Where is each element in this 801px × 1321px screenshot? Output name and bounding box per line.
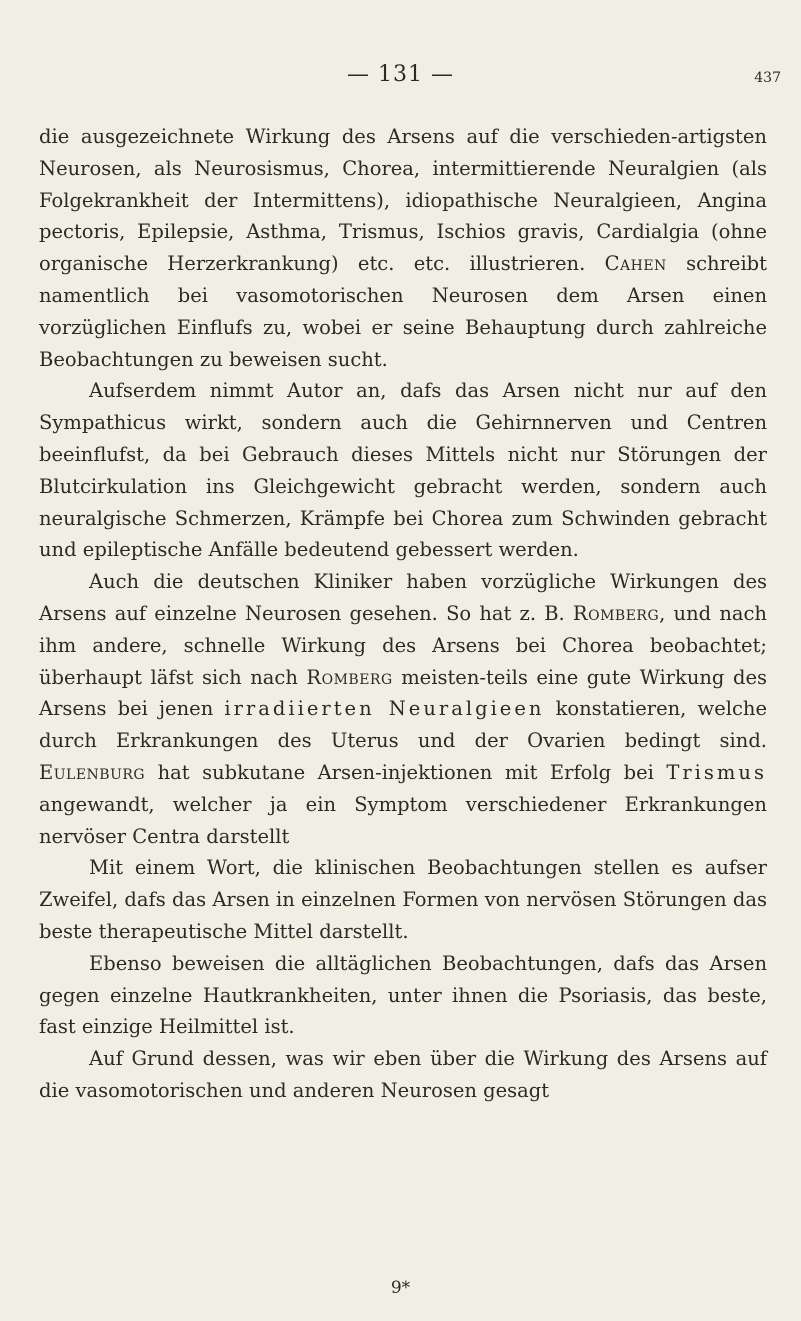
author-name: Eulenburg: [39, 760, 146, 784]
text-run: angewandt, welcher ja ein Symptom verschiedener Erkrankungen nervöser Centra darstellt: [39, 792, 767, 848]
paragraph: [39, 1043, 767, 1107]
body-text: [39, 121, 767, 1107]
text-run: Ebenso beweisen die alltäglichen Beobachtungen, dafs das Arsen gegen einzelne Hautkrankheiten, unter ihnen die Psoriasis, das beste, fast einzige Heilmittel ist.: [39, 951, 767, 1039]
paragraph: [39, 566, 767, 852]
emphasized-text: irradiierten Neuralgieen: [224, 697, 545, 721]
text-run: Auch die deutschen Kliniker haben vorzügliche Wirkungen des Arsens auf einzelne Neurosen gesehen. So hat z. B.: [39, 570, 767, 625]
text-run: Mit einem Wort, die klinischen Beobachtungen stellen es aufser Zweifel, dafs das Arsen in einzelnen Formen von nervösen Störungen das beste therapeutische Mittel darstellt.: [39, 856, 767, 943]
author-name: Cahen: [604, 252, 667, 276]
secondary-page-number: 437: [754, 70, 781, 86]
text-run: Auf Grund dessen, was wir eben über die Wirkung des Arsens auf die vasomotorischen und anderen Neurosen gesagt: [39, 1047, 767, 1102]
paragraph: [39, 852, 767, 947]
text-run: meisten-teils eine gute Wirkung des Arsens bei jenen: [39, 665, 767, 721]
author-name: Romberg: [572, 601, 660, 625]
text-run: konstatieren, welche durch Erkrankungen des Uterus und der Ovarien bedingt sind.: [39, 697, 767, 753]
emphasized-text: Trismus: [666, 760, 767, 784]
text-run: schreibt namentlich bei vasomotorischen Neurosen dem Arsen einen vorzüglichen Einflufs zu, wobei er seine Behauptung durch zahlreiche Beobachtungen zu beweisen sucht.: [39, 252, 768, 371]
text-run: die ausgezeichnete Wirkung des Arsens auf die verschieden-artigsten Neurosen, als Neurosismus, Chorea, intermittierende Neuralgien (als Folgekrankheit der Intermittens), idiopathische Neuralgieen, Angina pectoris, Epilepsie, Asthma, Trismus, Ischios gravis, Cardialgia (ohne organische Herzerkrankung) etc. etc. illustrieren.: [39, 125, 767, 276]
text-run: Aufserdem nimmt Autor an, dafs das Arsen nicht nur auf den Sympathicus wirkt, sondern auch die Gehirnnerven und Centren beeinflufst, da bei Gebrauch dieses Mittels nicht nur Störungen der Blutcirkulation ins Gleichgewicht gebracht werden, sondern auch neuralgische Schmerzen, Krämpfe bei Chorea zum Schwinden gebracht und epileptische Anfälle bedeutend gebessert werden.: [39, 379, 767, 562]
signature-mark: 9*: [390, 1278, 411, 1298]
text-run: hat subkutane Arsen-injektionen mit Erfolg bei: [145, 760, 667, 784]
paragraph: [39, 121, 767, 375]
text-run: , und nach ihm andere, schnelle Wirkung des Arsens bei Chorea beobachtet; überhaupt läfst sich nach: [39, 601, 767, 689]
page-number: — 131 —: [347, 62, 454, 87]
paragraph: [39, 948, 767, 1043]
paragraph: [39, 375, 767, 566]
author-name: Romberg: [306, 665, 393, 689]
